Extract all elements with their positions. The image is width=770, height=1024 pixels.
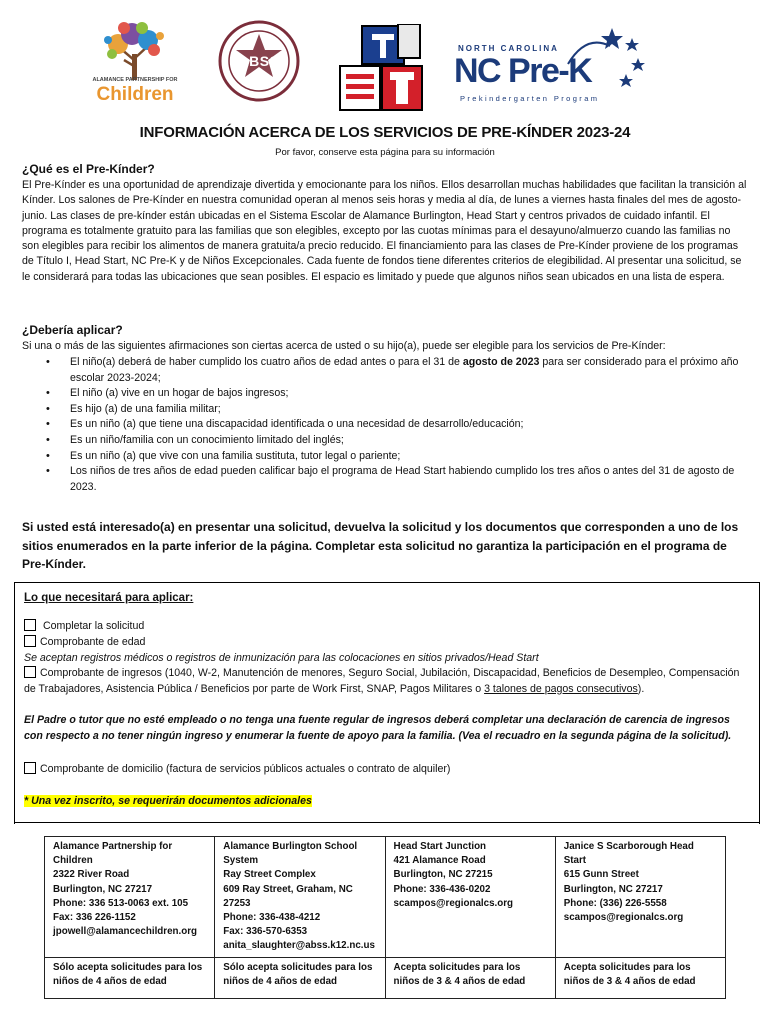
requirements-title: Lo que necesitará para aplicar: [24, 592, 194, 604]
requirement-label: Comprobante de domicilio (factura de servicios públicos actuales o contrato de alquiler) [40, 763, 451, 775]
head-start-blocks-logo [338, 24, 428, 114]
checkbox-application[interactable] [24, 619, 36, 631]
site-accepts: Sólo acepta solicitudes para los niños de 4 años de edad [45, 957, 215, 998]
site-email[interactable]: scampos@regionalcs.org [393, 897, 514, 909]
interest-note: Si usted está interesado(a) en presentar una solicitud, devuelva la solicitud y los documentos que corresponden a uno de los sitios enumerados en la parte inferior de la página. Completar esta solicitud no garantiza la participación en el programa de Pre-Kínder. [22, 520, 739, 571]
list-item: • Es un niño/familia con un conocimiento limitado del inglés; [22, 433, 742, 449]
requirement-address-proof [24, 762, 744, 778]
requirements-box-bottom [14, 822, 760, 823]
alamance-logo-line1: ALAMANCE PARTNERSHIP FOR [92, 77, 178, 83]
requirement-label: Completar la solicitud [42, 620, 145, 632]
site-email[interactable]: anita_slaughter@abss.k12.nc.us [223, 940, 375, 952]
age-proof-note: Se aceptan registros médicos o registros de inmunización para las colocaciones en sitios privados/Head Start [24, 652, 539, 664]
site-cell-partnership: Alamance Partnership for Children 2322 River Road Burlington, NC 27217 Phone: 336 513-0063 ext. 105 Fax: 336 226-1152 jpowell@alamancechildren.org [45, 837, 215, 958]
tree-icon [80, 20, 190, 82]
what-heading: ¿Qué es el Pre-Kínder? [22, 162, 155, 176]
site-accepts: Sólo acepta solicitudes para los niños de 4 años de edad [215, 957, 385, 998]
income-note: El Padre o tutor que no esté empleado o no tenga una fuente regular de ingresos deberá completar una declaración de carencia de ingresos con respecto a no tener ningún ingreso y enumerar la fuente de apoyo para la familia. (Vea el recuadro en la segunda página de la solicitud). [24, 714, 732, 742]
requirement-age-proof [24, 635, 744, 651]
eligibility-list [22, 355, 742, 495]
site-email[interactable]: jpowell@alamancechildren.org [53, 926, 198, 938]
checkbox-income-proof[interactable] [24, 666, 36, 678]
nc-prek-bottom-text: Prekindergarten Program [460, 94, 600, 103]
checkbox-age-proof[interactable] [24, 635, 36, 647]
apply-intro: Si una o más de las siguientes afirmaciones son ciertas acerca de usted o su hijo(a), puede ser elegible para los servicios de Pre-Kínder: [22, 340, 666, 352]
nc-prek-main-text: NC Pre-K [454, 52, 592, 90]
site-accepts: Acepta solicitudes para los niños de 3 & 4 años de edad [555, 957, 725, 998]
requirement-income-proof: Comprobante de ingresos (1040, W-2, Manutención de menores, Seguro Social, Jubilación, Discapacidad, Beneficios de Desempleo, Compensación de Trabajadores, Asistencia Pública / Beneficios por parte de Work First, SNAP, Pagos Militares o 3 talones de pagos consecutivos). [24, 667, 740, 695]
requirement-application [24, 619, 744, 635]
page-title: INFORMACIÓN ACERCA DE LOS SERVICIOS DE PRE-KÍNDER 2023-24 [139, 124, 631, 141]
site-accepts: Acepta solicitudes para los niños de 3 & 4 años de edad [385, 957, 555, 998]
list-item: • Es un niño (a) que tiene una discapacidad identificada o una necesidad de desarrollo/educación; [22, 417, 742, 433]
abss-seal-text: ABSS [238, 53, 280, 69]
alamance-partnership-logo [80, 20, 190, 112]
abss-seal-logo [218, 20, 300, 102]
pay-stubs-text: 3 talones de pagos consecutivos [484, 682, 638, 695]
requirement-label: Comprobante de ingresos (1040, W-2, Manutención de menores, Seguro Social, Jubilación, Discapacidad, Beneficios de Desempleo, Compensación de Trabajadores, Asistencia Pública / Beneficios por parte de Work First, SNAP, Pagos Militares o [24, 667, 740, 695]
page-subtitle: Por favor, conserve esta página para su información [275, 147, 495, 158]
stars-icon [562, 24, 648, 94]
list-item: • Es hijo (a) de una familia militar; [22, 402, 742, 418]
checkbox-address-proof[interactable] [24, 762, 36, 774]
site-email[interactable]: scampos@regionalcs.org [563, 912, 684, 924]
additional-docs-note: * Una vez inscrito, se requerirán documentos adicionales [24, 795, 312, 807]
requirement-label: Comprobante de edad [40, 636, 146, 648]
list-item: • Es un niño (a) que vive con una familia sustituta, tutor legal o pariente; [22, 449, 742, 465]
nc-prek-logo [452, 24, 648, 110]
alamance-logo-line2: Children [96, 84, 174, 105]
blocks-icon [338, 24, 428, 114]
sites-table [44, 836, 726, 999]
list-item: • Los niños de tres años de edad pueden calificar bajo el programa de Head Start habiendo cumplido los tres años o antes del 31 de agosto de 2023. [22, 464, 742, 495]
additional-docs-row [24, 794, 744, 810]
apply-heading: ¿Debería aplicar? [22, 323, 123, 337]
what-body: El Pre-Kínder es una oportunidad de aprendizaje divertida y emocionante para los niños. Ellos desarrollan muchas habilidades que facilitan la transición al Kínder. Los salones de Pre-Kínder en nuestra comunidad operan al menos seis horas y media al día, de lunes a viernes hasta finales del mes de agosto-junio. Las clases de pre-kínder están ubicadas en el Sistema Escolar de Alamance Burlington, Head Start y centros privados de cuidado infantil. El programa es totalmente gratuito para las familias que son elegibles, excepto por las cuotas mínimas para el desayuno/almuerzo cuando las familias no son elegibles para recibir los alimentos de manera gratuita/a precio reducido. El financiamiento para las clases de Pre-Kínder proviene de los programas de Título I, Head Start, NC Pre-K y de Niños Excepcionales. Cada fuente de fondos tiene diferentes criterios de elegibilidad. Al presentar una solicitud, se le considerará para todas las ubicaciones que sean posibles. El espacio es limitado y puede que algunos niños sean ubicados en una lista de espera. [22, 179, 747, 283]
nc-prek-top-text: NORTH CAROLINA [458, 44, 559, 53]
site-cell-head-start-junction: Head Start Junction 421 Alamance Road Burlington, NC 27215 Phone: 336-436-0202 scampos@regionalcs.org [385, 837, 555, 958]
list-item: • El niño (a) vive en un hogar de bajos ingresos; [22, 386, 742, 402]
logo-row [0, 20, 770, 115]
site-cell-abss: Alamance Burlington School System Ray Street Complex 609 Ray Street, Graham, NC 27253 Phone: 336-438-4212 Fax: 336-570-6353 anita_slaughter@abss.k12.nc.us [215, 837, 385, 958]
site-cell-scarborough: Janice S Scarborough Head Start 615 Gunn Street Burlington, NC 27217 Phone: (336) 226-5558 scampos@regionalcs.org [555, 837, 725, 958]
list-item: • El niño(a) deberá de haber cumplido los cuatro años de edad antes o para el 31 de agosto de 2023 para ser considerado para el próximo año escolar 2023-2024; [22, 355, 742, 386]
